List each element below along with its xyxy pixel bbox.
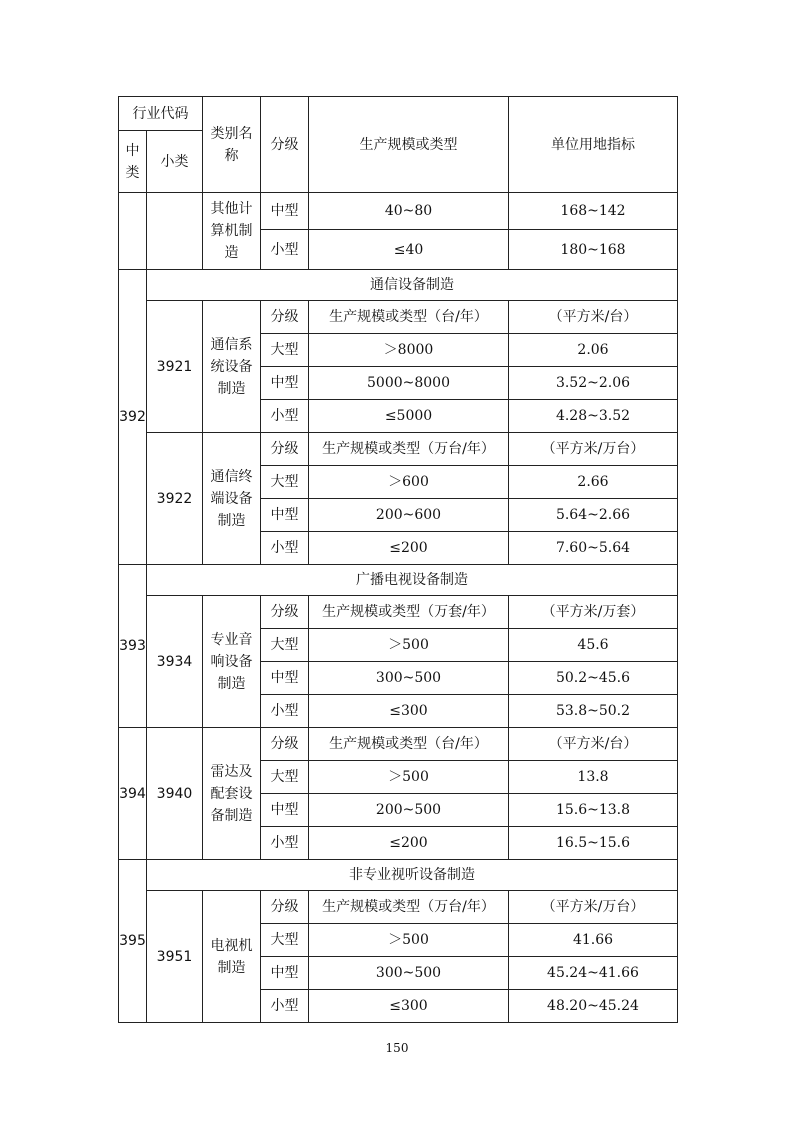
indicator-cell: 45.6	[509, 629, 678, 662]
header-row-1	[119, 97, 678, 131]
indicator-cell: 4.28~3.52	[509, 400, 678, 433]
category-name-line: 雷达及	[210, 763, 253, 780]
major-class-header	[119, 131, 147, 193]
category-name-header-line: 称	[224, 147, 239, 164]
category-name-line: 其他计	[210, 201, 253, 217]
category-name-cell	[203, 301, 261, 433]
indicator-header: 单位用地指标	[509, 97, 678, 193]
grade-header: 分级	[261, 596, 309, 629]
indicator-cell: 48.20~45.24	[509, 990, 678, 1023]
indicator-cell: 13.8	[509, 761, 678, 794]
scale-cell: ＞500	[309, 761, 509, 794]
scale-header: 生产规模或类型（万台/年）	[309, 433, 509, 466]
scale-header: 生产规模或类型（万台/年）	[309, 891, 509, 924]
grade-cell: 中型	[261, 499, 309, 532]
major-code-cell: 393	[119, 565, 147, 728]
indicator-cell: 2.66	[509, 466, 678, 499]
category-name-line: 制造	[217, 675, 246, 692]
category-name-line: 制造	[217, 959, 246, 976]
indicator-cell: 16.5~15.6	[509, 827, 678, 860]
scale-cell: ＞8000	[309, 334, 509, 367]
category-name-line: 端设备	[210, 490, 253, 507]
indicator-cell: 180~168	[509, 230, 678, 270]
scale-cell: ＞600	[309, 466, 509, 499]
sub-header-row	[119, 433, 678, 466]
sub-header-row	[119, 301, 678, 334]
category-name-cell	[203, 433, 261, 565]
category-name-header-line: 类别名	[210, 125, 253, 142]
grade-cell: 大型	[261, 334, 309, 367]
grade-cell: 大型	[261, 761, 309, 794]
scale-header: 生产规模或类型	[309, 97, 509, 193]
indicator-cell: 53.8~50.2	[509, 695, 678, 728]
section-title-row	[119, 270, 678, 301]
category-name-line: 通信终	[210, 468, 253, 485]
grade-cell: 中型	[261, 794, 309, 827]
grade-cell: 小型	[261, 532, 309, 565]
scale-cell: ＞500	[309, 629, 509, 662]
minor-code-cell: 3922	[147, 433, 203, 565]
unit-header: （平方米/台）	[509, 301, 678, 334]
scale-cell: 300~500	[309, 662, 509, 695]
sub-header-row	[119, 891, 678, 924]
category-name-line: 制造	[217, 380, 246, 397]
grade-cell: 大型	[261, 924, 309, 957]
indicator-cell: 5.64~2.66	[509, 499, 678, 532]
unit-header: （平方米/万台）	[509, 433, 678, 466]
scale-cell: 40~80	[309, 193, 509, 230]
scale-cell: 300~500	[309, 957, 509, 990]
indicator-cell: 3.52~2.06	[509, 367, 678, 400]
unit-header: （平方米/万台）	[509, 891, 678, 924]
grade-cell: 小型	[261, 990, 309, 1023]
category-name-cell	[203, 596, 261, 728]
minor-code-cell: 3951	[147, 891, 203, 1023]
indicator-cell: 45.24~41.66	[509, 957, 678, 990]
category-name-line: 算机制	[210, 223, 253, 239]
scale-cell: ≤5000	[309, 400, 509, 433]
scale-cell: 200~500	[309, 794, 509, 827]
minor-class-header: 小类	[147, 131, 203, 193]
major-class-header-char: 类	[125, 164, 140, 181]
category-name-line: 配套设	[210, 785, 253, 802]
indicator-cell: 7.60~5.64	[509, 532, 678, 565]
indicator-cell: 168~142	[509, 193, 678, 230]
minor-code-cell: 3921	[147, 301, 203, 433]
category-name-line: 备制造	[210, 807, 253, 824]
scale-cell: ≤40	[309, 230, 509, 270]
category-name-line: 造	[224, 245, 239, 261]
section-title: 广播电视设备制造	[147, 565, 678, 596]
major-code-cell: 394	[119, 728, 147, 860]
grade-header: 分级	[261, 433, 309, 466]
indicator-cell: 50.2~45.6	[509, 662, 678, 695]
major-code-cell: 392	[119, 270, 147, 565]
grade-cell: 小型	[261, 230, 309, 270]
major-class-header-char: 中	[125, 142, 140, 159]
section-title: 通信设备制造	[147, 270, 678, 301]
grade-cell: 小型	[261, 827, 309, 860]
scale-header: 生产规模或类型（万套/年）	[309, 596, 509, 629]
minor-code-cell	[147, 193, 203, 270]
scale-cell: 200~600	[309, 499, 509, 532]
table-row	[119, 193, 678, 230]
scale-cell: ＞500	[309, 924, 509, 957]
grade-header: 分级	[261, 728, 309, 761]
category-name-line: 制造	[217, 512, 246, 529]
grade-cell: 大型	[261, 466, 309, 499]
scale-cell: ≤200	[309, 532, 509, 565]
scale-cell: ≤300	[309, 695, 509, 728]
scale-header: 生产规模或类型（台/年）	[309, 301, 509, 334]
unit-header: （平方米/台）	[509, 728, 678, 761]
page-number: 150	[385, 1041, 409, 1055]
grade-cell: 中型	[261, 662, 309, 695]
category-name-cell	[203, 728, 261, 860]
category-name-line: 通信系	[210, 336, 253, 353]
land-use-indicator-table	[118, 96, 678, 1023]
section-title: 非专业视听设备制造	[147, 860, 678, 891]
grade-cell: 大型	[261, 629, 309, 662]
minor-code-cell: 3934	[147, 596, 203, 728]
grade-header: 分级	[261, 97, 309, 193]
scale-header: 生产规模或类型（台/年）	[309, 728, 509, 761]
major-code-cell	[119, 193, 147, 270]
grade-cell: 小型	[261, 400, 309, 433]
grade-cell: 小型	[261, 695, 309, 728]
scale-cell: 5000~8000	[309, 367, 509, 400]
section-title-row	[119, 860, 678, 891]
category-name-line: 统设备	[210, 358, 253, 375]
unit-header: （平方米/万套）	[509, 596, 678, 629]
category-name-line: 专业音	[210, 631, 253, 648]
category-name-line: 响设备	[210, 653, 253, 670]
scale-cell: ≤300	[309, 990, 509, 1023]
grade-cell: 中型	[261, 367, 309, 400]
grade-cell: 中型	[261, 957, 309, 990]
category-name-cell	[203, 193, 261, 270]
category-name-cell	[203, 891, 261, 1023]
sub-header-row	[119, 728, 678, 761]
category-name-header	[203, 97, 261, 193]
scale-cell: ≤200	[309, 827, 509, 860]
major-code-cell: 395	[119, 860, 147, 1023]
grade-header: 分级	[261, 301, 309, 334]
section-title-row	[119, 565, 678, 596]
grade-cell: 中型	[261, 193, 309, 230]
minor-code-cell: 3940	[147, 728, 203, 860]
indicator-cell: 2.06	[509, 334, 678, 367]
indicator-cell: 41.66	[509, 924, 678, 957]
sub-header-row	[119, 596, 678, 629]
grade-header: 分级	[261, 891, 309, 924]
category-name-line: 电视机	[210, 937, 253, 954]
indicator-cell: 15.6~13.8	[509, 794, 678, 827]
industry-code-header: 行业代码	[119, 97, 203, 131]
